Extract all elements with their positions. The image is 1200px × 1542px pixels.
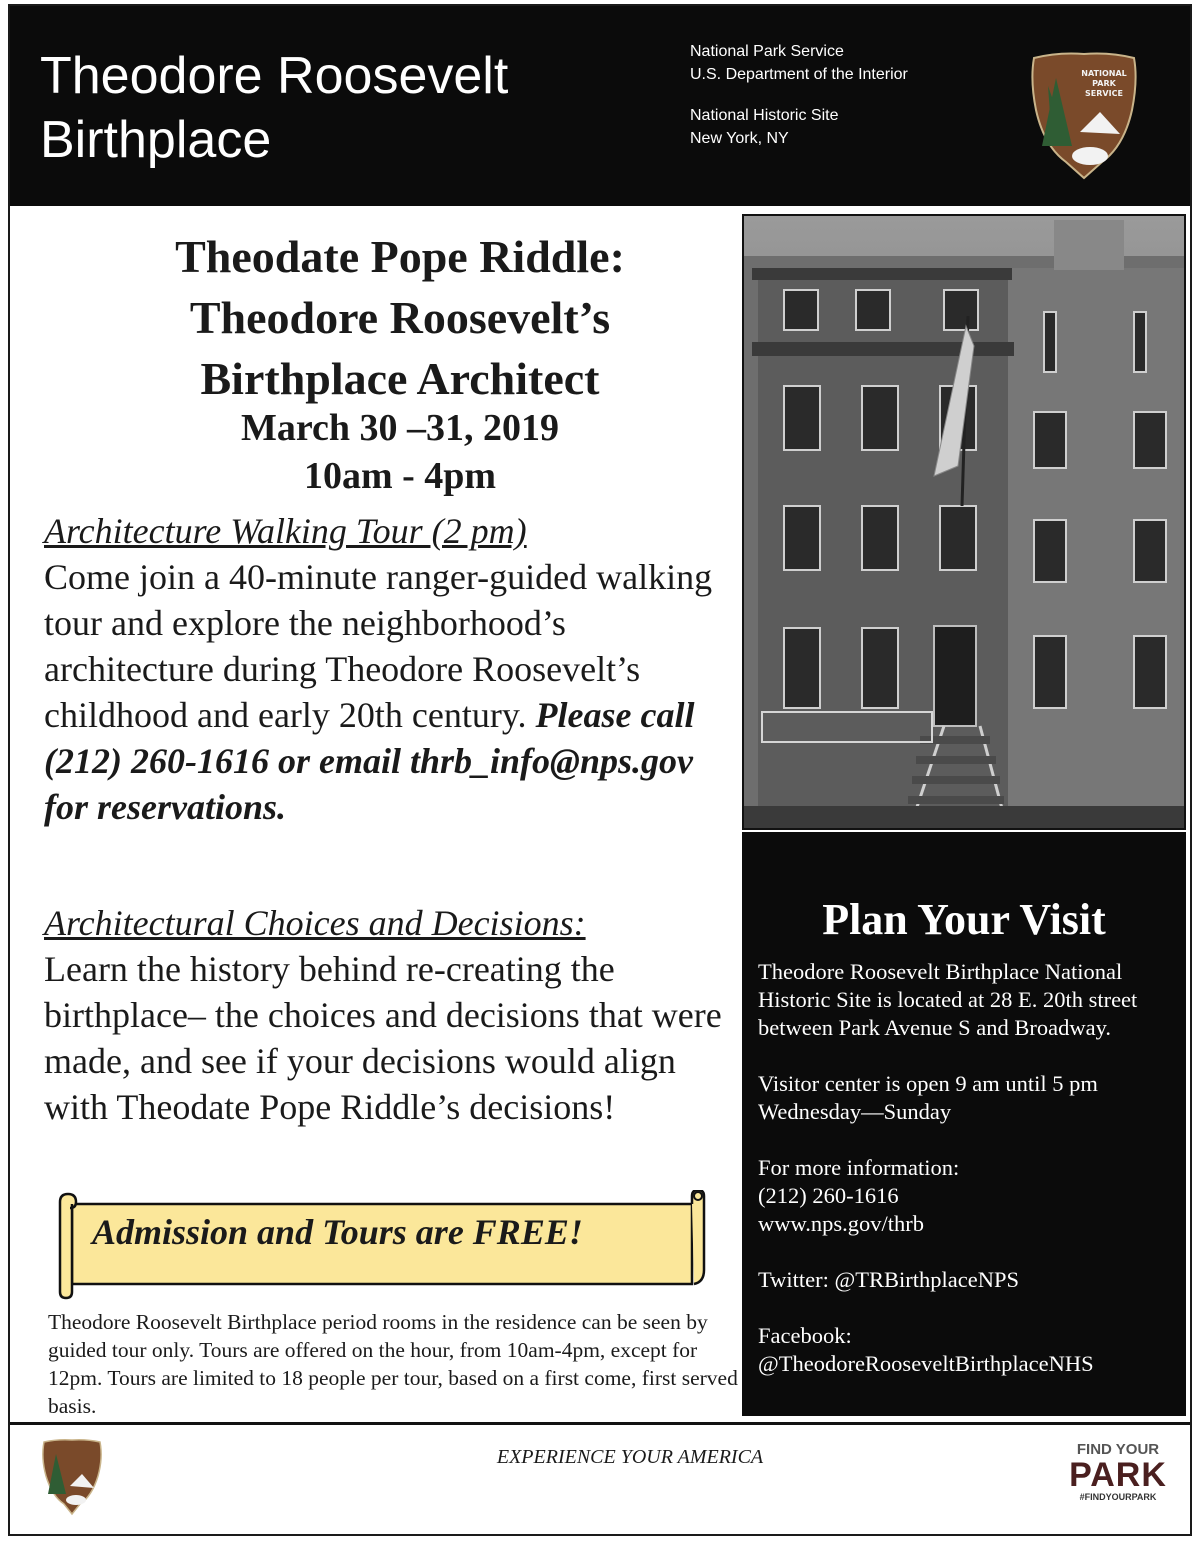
event-date: March 30 –31, 2019 [240,407,560,449]
walking-tour-description: Come join a 40-minute ranger-guided walking tour and explore the neighborhood’s architecture during Theodore Roosevelt’s childhood and early 20th century. [44,557,713,735]
badge-text-2: PARK [1092,79,1116,88]
site-title [40,44,508,172]
location-text: Theodore Roosevelt Birthplace National Historic Site is located at 28 E. 20th street between Park Avenue S and Broadway. [758,959,1138,1040]
find-your-park-logo [1062,1442,1174,1502]
agency-info [690,40,908,150]
walking-tour-heading: Architecture Walking Tour (2 pm) [44,511,527,551]
facebook-label: Facebook: [758,1323,852,1348]
brownstone-building-image [744,216,1184,828]
facebook-info [758,1322,1182,1378]
facebook-handle: @TheodoreRooseveltBirthplaceNHS [758,1351,1094,1376]
choices-heading: Architectural Choices and Decisions: [44,903,586,943]
hours-line2: Wednesday—Sunday [758,1099,952,1124]
admission-text: Admission and Tours are FREE! [92,1212,583,1252]
phone-number: (212) 260-1616 [758,1183,899,1208]
hours-text [758,1070,1182,1126]
twitter-handle: Twitter: @TRBirthplaceNPS [758,1267,1019,1292]
choices-section [44,900,744,1130]
event-time: 10am - 4pm [303,455,497,497]
footer-divider [10,1422,1190,1425]
plan-visit-title: Plan Your Visit [822,895,1106,944]
site-title-line1: Theodore Roosevelt [40,47,509,105]
birthplace-photo [742,214,1186,830]
website-link: www.nps.gov/thrb [758,1211,925,1236]
agency-name: National Park Service [690,43,844,60]
tour-policy-text: Theodore Roosevelt Birthplace period rooms in the residence can be seen by guided tour only. Tours are offered on the hour, from 10am-4pm, except for 12pm. Tours are limited to 18 people per tour, based on a first come, first served basis. [48,1310,738,1418]
event-title [50,226,750,409]
choices-description: Learn the history behind re-creating the birthplace– the choices and decisions that were made, and see if your decisions would align with Theodate Pope Riddle’s decisions! [44,949,722,1127]
contact-info [758,1154,1182,1238]
reservation-info: Please call (212) 260-1616 or email thrb_info@nps.gov for reservations. [44,695,695,827]
hours-line1: Visitor center is open 9 am until 5 pm [758,1071,1098,1096]
plan-visit-body [758,958,1182,1406]
site-location: New York, NY [690,130,789,147]
site-type: National Historic Site [690,107,839,124]
fyp-park-text: PARK [1069,1456,1167,1494]
site-title-line2: Birthplace [40,111,272,169]
fyp-hashtag: #FINDYOURPARK [1079,1492,1157,1502]
department-name: U.S. Department of the Interior [690,66,908,83]
badge-text-3: SERVICE [1085,89,1123,98]
fyp-top-text: FIND YOUR [1076,1441,1160,1458]
nps-arrowhead-logo [1028,50,1140,182]
experience-tagline: EXPERIENCE YOUR AMERICA [496,1446,764,1468]
info-label: For more information: [758,1155,960,1180]
event-title-line1: Theodate Pope Riddle: [175,231,625,282]
badge-text-1: NATIONAL [1081,69,1127,78]
walking-tour-section [44,508,744,830]
event-title-line2: Theodore Roosevelt’s [189,292,611,343]
event-title-line3: Birthplace Architect [200,353,600,404]
flyer [8,4,1192,1536]
header-bar [10,6,1190,206]
plan-visit-panel [742,832,1186,1416]
